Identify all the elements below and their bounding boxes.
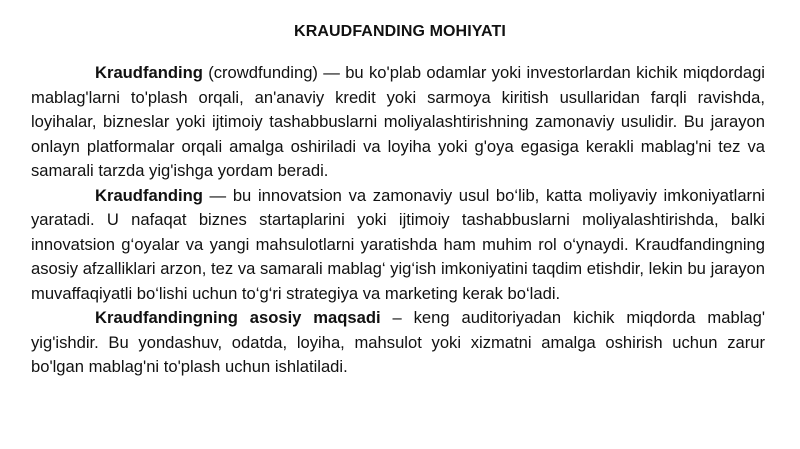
paragraph-1-lead: Kraudfanding: [95, 63, 203, 82]
document-title: KRAUDFANDING MOHIYATI: [294, 23, 506, 40]
paragraph-2: [31, 184, 765, 307]
document-body: [31, 61, 765, 380]
paragraph-3-lead: Kraudfandingning asosiy maqsadi: [95, 308, 381, 327]
paragraph-3: [31, 306, 765, 380]
paragraph-2-text: — bu innovatsion va zamonaviy usul bo‘lib, katta moliyaviy imkoniyatlarni yaratadi. U nafaqat biznes startaplarini yoki ijtimoiy tashabbuslarni moliyalashtirishda, balki innovatsion g‘oyalar va yangi mahsulotlarni yaratishda ham muhim rol o‘ynaydi. Kraudfandingning asosiy afzalliklari arzon, tez va samarali mablag‘ yig‘ish imkoniyatini taqdim etishdir, lekin bu jarayon muvaffaqiyatli bo‘lishi uchun to‘g‘ri strategiya va marketing kerak bo‘ladi.: [31, 185, 765, 303]
paragraph-2-lead: Kraudfanding: [95, 185, 203, 205]
paragraph-3-text: – keng auditoriyadan kichik miqdorda mablag' yig'ishdir. Bu yondashuv, odatda, loyiha, mahsulot yoki xizmatni amalga oshirish uchun zarur bo'lgan mablag'ni to'plash uchun ishlatiladi.: [31, 308, 766, 376]
paragraph-1-text: (crowdfunding) — bu ko'plab odamlar yoki investorlardan kichik miqdordagi mablag'larni to'plash orqali, an'anaviy kredit yoki sarmoya kiritish usullaridan farqli ravishda, loyihalar, bizneslar yoki ijtimoiy tashabbuslarni moliyalashtirishning zamonaviy usulidir. Bu jarayon onlayn platformalar orqali amalga oshiriladi va loyiha yoki g'oya egasiga kerakli mablag'ni tez va samarali tarzda yig'ishga yordam beradi.: [31, 63, 765, 180]
paragraph-1: [31, 61, 765, 184]
